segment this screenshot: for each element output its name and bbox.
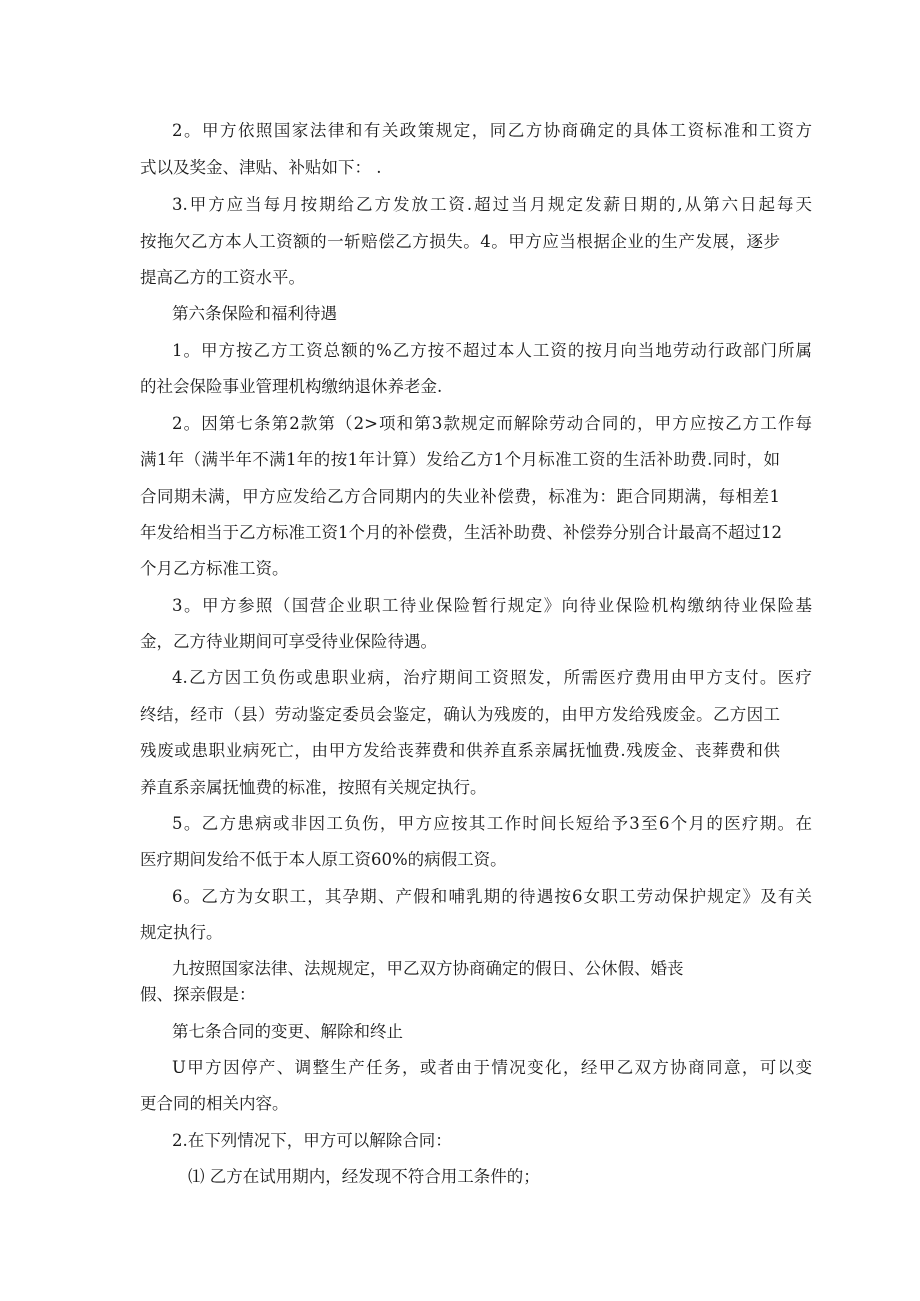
section-heading: 第六条保险和福利待遇 <box>172 304 337 323</box>
paragraph-line: 3.甲方应当每月按期给乙方发放工资.超过当月规定发薪日期的,从第六日起每天 <box>172 195 812 214</box>
paragraph-line: 5。乙方患病或非因工负伤，甲方应按其工作时间长短给予3至6个月的医疗期。在 <box>172 814 812 833</box>
paragraph-line: 假、探亲假是： <box>140 985 256 1004</box>
paragraph-line: 养直系亲属抚恤费的标准，按照有关规定执行。 <box>140 778 487 797</box>
paragraph-line: 2。甲方依照国家法律和有关政策规定，同乙方协商确定的具体工资标准和工资方 <box>172 121 812 140</box>
paragraph-line: 3。甲方参照（国营企业职工待业保险暂行规定》向待业保险机构缴纳待业保险基 <box>172 596 812 615</box>
paragraph-line: U甲方因停产、调整生产任务，或者由于情况变化，经甲乙双方协商同意，可以变 <box>172 1058 812 1077</box>
paragraph-line: 更合同的相关内容。 <box>140 1094 289 1113</box>
paragraph-line: 满1年（满半年不满1年的按1年计算）发给乙方1个月标准工资的生活补助费.同时，如 <box>140 450 780 469</box>
paragraph-line: 医疗期间发给不低于本人原工资60%的病假工资。 <box>140 850 507 869</box>
section-heading: 第七条合同的变更、解除和终止 <box>172 1022 403 1041</box>
paragraph-line: 按拖欠乙方本人工资额的一斩赔偿乙方损失。4。甲方应当根据企业的生产发展，逐步 <box>140 232 780 251</box>
paragraph-line: 金，乙方待业期间可享受待业保险待遇。 <box>140 632 437 651</box>
list-item: ⑴ 乙方在试用期内，经发现不符合用工条件的； <box>188 1167 540 1186</box>
paragraph-line: 规定执行。 <box>140 923 223 942</box>
paragraph-line: 1。甲方按乙方工资总额的%乙方按不超过本人工资的按月向当地劳动行政部门所属 <box>172 341 812 360</box>
paragraph-line: 个月乙方标准工资。 <box>140 559 289 578</box>
paragraph-line: 提高乙方的工资水平。 <box>140 268 305 287</box>
paragraph-line: 合同期未满，甲方应发给乙方合同期内的失业补偿费，标准为：距合同期满，每相差1 <box>140 487 780 506</box>
paragraph-line: 终结，经市（县）劳动鉴定委员会鉴定，确认为残废的，由甲方发给残废金。乙方因工 <box>140 705 780 724</box>
paragraph-line: 6。乙方为女职工，其孕期、产假和哺乳期的待遇按6女职工劳动保护规定》及有关 <box>172 887 812 906</box>
paragraph-line: 2。因第七条第2款第（2>项和第3款规定而解除劳动合同的，甲方应按乙方工作每 <box>172 414 812 433</box>
paragraph-line: 的社会保险事业管理机构缴纳退休养老金. <box>140 377 443 396</box>
paragraph-line: 九按照国家法律、法规规定，甲乙双方协商确定的假日、公休假、婚丧 <box>172 959 684 978</box>
paragraph-line: 式以及奖金、津贴、补贴如下： . <box>140 158 382 177</box>
paragraph-line: 4.乙方因工负伤或患职业病，治疗期间工资照发，所需医疗费用由甲方支付。医疗 <box>172 668 812 687</box>
paragraph-line: 残废或患职业病死亡，由甲方发给丧葬费和供养直系亲属抚恤费.残废金、丧葬费和供 <box>140 741 780 760</box>
paragraph-line: 年发给相当于乙方标准工资1个月的补偿费，生活补助费、补偿券分别合计最高不超过12 <box>140 523 782 542</box>
paragraph-line: 2.在下列情况下，甲方可以解除合同： <box>172 1131 452 1150</box>
